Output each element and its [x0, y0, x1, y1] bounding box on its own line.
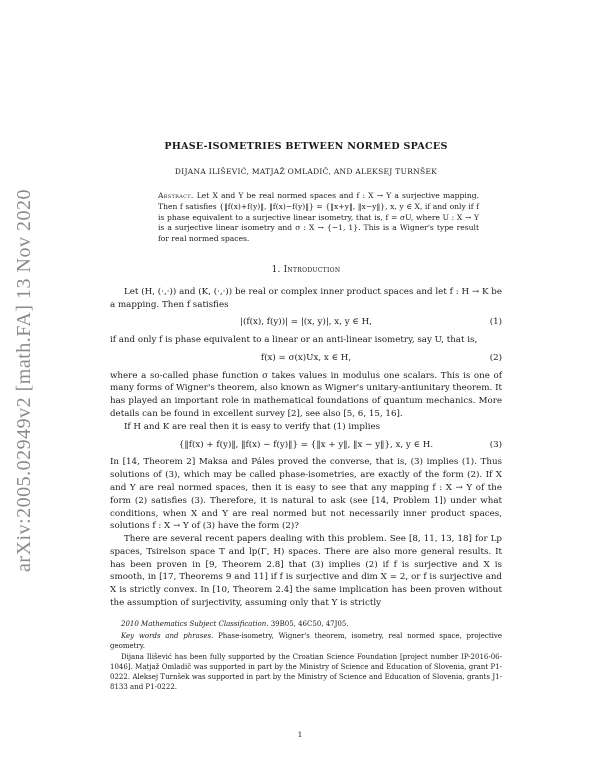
equation-2-expression: f(x) = σ(x)Ux, x ∈ H, — [260, 352, 352, 363]
paragraph-2: if and only f is phase equivalent to a linear or an anti-linear isometry, say U, that is, — [110, 335, 478, 346]
equation-1-number: (1) — [489, 317, 502, 328]
equation-3-expression: {‖f(x) + f(y)‖, ‖f(x) − f(y)‖} = {‖x + y‖, ‖x − y‖}, x, y ∈ H. — [178, 439, 434, 450]
footnotes — [110, 620, 502, 695]
footnote-msc-label: 2010 Mathematics Subject Classification. — [121, 620, 269, 628]
paragraph-4: If H and K are real then it is easy to verify that (1) implies — [124, 421, 381, 432]
paper-title: PHASE-ISOMETRIES BETWEEN NORMED SPACES — [164, 141, 448, 152]
paragraph-5: In [14, Theorem 2] Maksa and Páles proved the converse, that is, (3) implies (1). Thus solutions of (3), which may be called phase-isometries, are exactly of the form (2). If X and Y are real normed spaces, then it is easy to see that any mapping f : X → Y of the form (2) satisfies (3). Therefore, it is natural to ask (see [14, Problem 1]) under what conditions, when X and Y are real normed but not necessarily inner product spaces, solutions f : X → Y of (3) have the form (2)? — [110, 457, 502, 532]
footnote-msc-codes: 39B05, 46C50, 47J05. — [268, 620, 349, 628]
paragraph-3: where a so-called phase function σ takes values in modulus one scalars. This is one of many forms of Wigner's theorem, also known as Wigner's unitary-antiunitary theorem. It has played an important role in mathematical foundations of quantum mechanics. More details can be found in excellent survey [2], see also [5, 6, 15, 16]. — [110, 370, 502, 420]
paragraph-1: Let (H, (·,·)) and (K, (·,·)) be real or complex inner product spaces and let f : H → K be a mapping. Then f satisfies — [110, 286, 502, 310]
arxiv-identifier-stamp — [4, 170, 44, 590]
abstract — [158, 191, 479, 245]
page-number: 1 — [297, 730, 303, 739]
paper-authors: DIJANA ILIŠEVIĆ, MATJAŽ OMLADIČ, AND ALEKSEJ TURNŠEK — [174, 166, 438, 176]
equation-3 — [110, 439, 502, 452]
arxiv-identifier-text: arXiv:2005.02949v2 [math.FA] 13 Nov 2020 — [12, 188, 35, 572]
section-heading-introduction: 1. Introduction — [271, 264, 341, 275]
abstract-text: Let X and Y be real normed spaces and f : X → Y a surjective mapping. Then f satisfies {‖f(x)+f(y)‖, ‖f(x)−f(y)‖} = {‖x+y‖, ‖x−y‖}, x, y ∈ X, if and only if f is phase equivalent to a surjective linear isometry, that is, f = σU, where U : X → Y is a surjective linear isometry and σ : X → {−1, 1}. This is a Wigner's type result for real normed spaces. — [158, 190, 479, 244]
footnote-msc — [110, 620, 502, 630]
equation-3-number: (3) — [489, 439, 502, 450]
abstract-label: Abstract. — [158, 190, 194, 200]
paragraph-6: There are several recent papers dealing with this problem. See [8, 11, 13, 18] for Lp spaces, Tsirelson space T and lp(Γ, H) spaces. There are also more general results. It has been proven in [9, Theorem 2.8] that (3) implies (2) if f is surjective and X is smooth, in [17, Theorems 9 and 11] if f is surjective and dim X = 2, or f is surjective and X is strictly convex. In [10, Theorem 2.4] the same implication has been proven without the assumption of surjectivity, assuming only that Y is strictly — [110, 534, 502, 608]
footnote-keywords-label: Key words and phrases. — [121, 631, 214, 640]
equation-2-number: (2) — [489, 352, 502, 363]
equation-1-expression: |(f(x), f(y))| = |(x, y)|, x, y ∈ H, — [240, 317, 372, 328]
equation-1 — [110, 316, 502, 329]
footnote-keywords-text: Phase-isometry, Wigner's theorem, isometry, real normed space, projective geometry. — [110, 631, 502, 650]
equation-2 — [110, 352, 502, 365]
main-content — [110, 140, 502, 610]
footnote-keywords — [110, 632, 502, 652]
footnote-funding: Dijana Ilišević has been fully supported by the Croatian Science Foundation [project number IP-2016-06-1046]. Matjaž Omladič was supported in part by the Ministry of Science and Education of Slovenia, grant P1-0222. Aleksej Turnšek was supported in part by the Ministry of Science and Education of Slovenia, grants J1-8133 and P1-0222. — [110, 653, 502, 691]
